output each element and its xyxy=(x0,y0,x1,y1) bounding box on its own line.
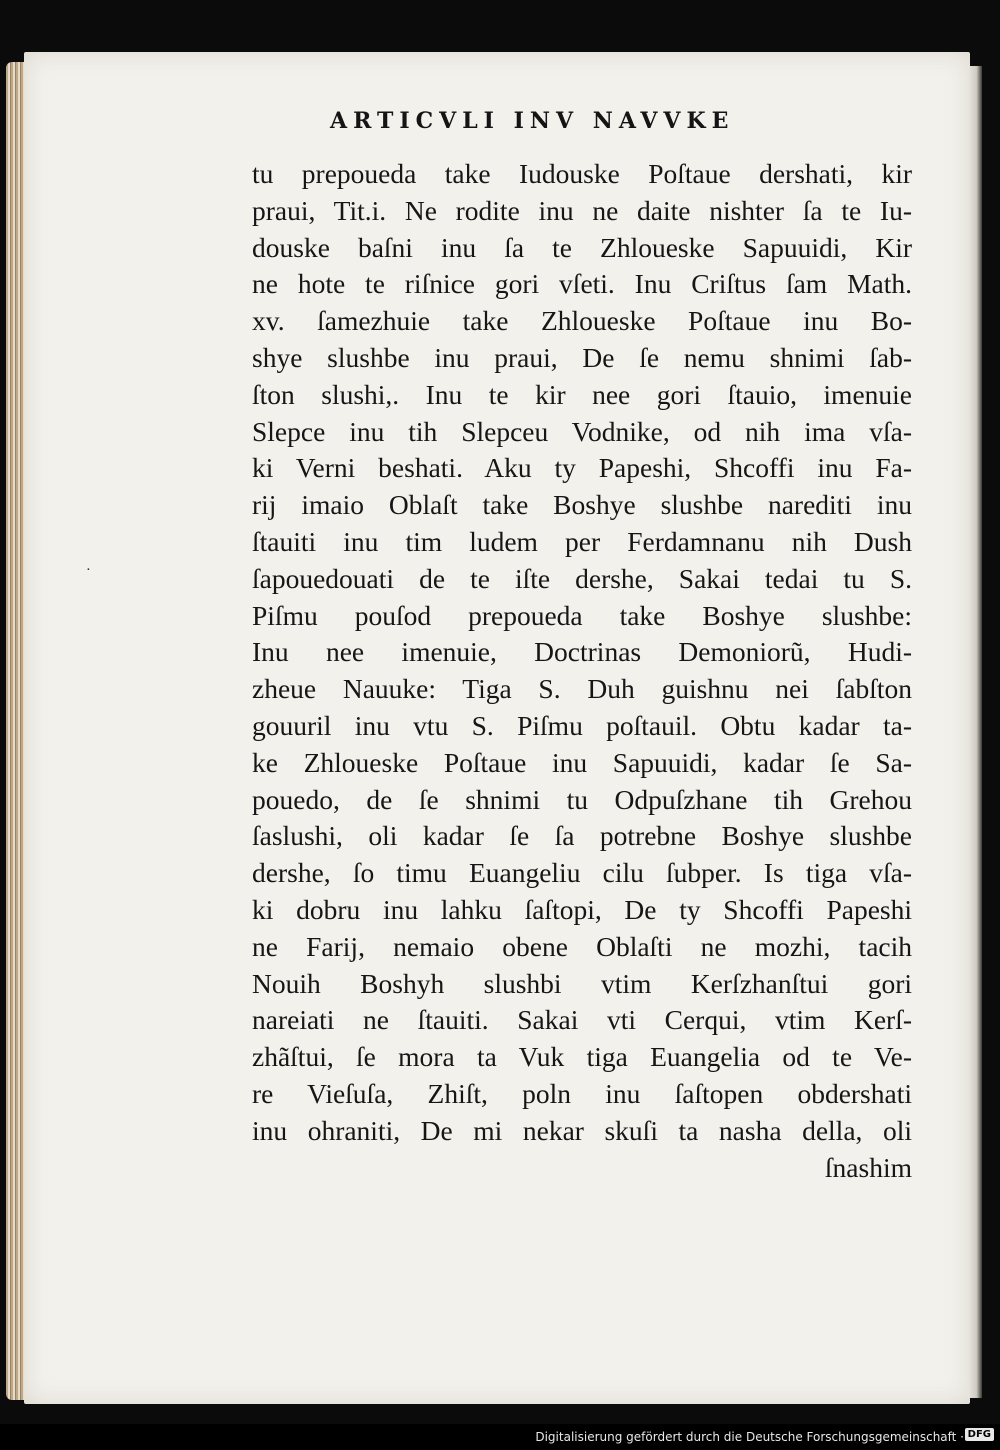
text-line: zheue Nauuke: Tiga S. Duh guishnu nei ſabſton xyxy=(252,673,912,705)
text-line: inu ohraniti, De mi nekar skuſi ta nasha della, oli xyxy=(252,1114,912,1146)
text-line: ſtauiti inu tim ludem per Ferdamnanu nih Dush xyxy=(252,525,912,557)
text-line: praui, Tit.i. Ne rodite inu ne daite nishter ſa te Iu- xyxy=(252,194,912,226)
text-line: Nouih Boshyh slushbi vtim Kerſzhanſtui gori xyxy=(252,967,912,999)
footer-credit: Digitalisierung gefördert durch die Deutsche Forschungsgemeinschaft · xyxy=(535,1430,964,1444)
text-line: Slepce inu tih Slepceu Vodnike, od nih ima vſa- xyxy=(252,415,912,447)
text-line: ne Farij, nemaio obene Oblaſti ne mozhi, tacih xyxy=(252,930,912,962)
text-line: dershe, ſo timu Euangeliu cilu ſubper. Is tiga vſa- xyxy=(252,857,912,889)
text-line: ſaslushi, oli kadar ſe ſa potrebne Boshye slushbe xyxy=(252,820,912,852)
text-line: rij imaio Oblaſt take Boshye slushbe narediti inu xyxy=(252,489,912,521)
text-line: ki dobru inu lahku ſaſtopi, De ty Shcoffi Papeshi xyxy=(252,893,912,925)
text-line: pouedo, de ſe shnimi tu Odpuſzhane tih Grehou xyxy=(252,783,912,815)
text-line: ſapouedouati de te iſte dershe, Sakai tedai tu S. xyxy=(252,562,912,594)
text-line: gouuril inu vtu S. Piſmu poſtauil. Obtu kadar ta- xyxy=(252,709,912,741)
running-head: ARTICVLI INV NAVVKE xyxy=(330,108,735,134)
page-gutter-shadow xyxy=(968,66,982,1398)
text-line: shye slushbe inu praui, De ſe nemu shnimi ſab- xyxy=(252,341,912,373)
dfg-logo-icon: DFG xyxy=(965,1428,994,1441)
text-line: zhãſtui, ſe mora ta Vuk tiga Euangelia od te Ve- xyxy=(252,1041,912,1073)
text-line: ſton slushi,. Inu te kir nee gori ſtauio, imenuie xyxy=(252,378,912,410)
text-line: re Vieſuſa, Zhiſt, poln inu ſaſtopen obdershati xyxy=(252,1077,912,1109)
text-line: ki Verni beshati. Aku ty Papeshi, Shcoffi inu Fa- xyxy=(252,452,912,484)
text-line: Inu nee imenuie, Doctrinas Demoniorũ, Hudi- xyxy=(252,636,912,668)
text-line: douske baſni inu ſa te Zhloueske Sapuuidi, Kir xyxy=(252,231,912,263)
text-line: nareiati ne ſtauiti. Sakai vti Cerqui, vtim Kerſ- xyxy=(252,1004,912,1036)
text-line: ne hote te riſnice gori vſeti. Inu Criſtus ſam Math. xyxy=(252,268,912,300)
text-line: tu prepoueda take Iudouske Poſtaue dershati, kir xyxy=(252,158,912,189)
text-line: xv. ſamezhuie take Zhloueske Poſtaue inu Bo- xyxy=(252,305,912,337)
text-line: ke Zhloueske Poſtaue inu Sapuuidi, kadar ſe Sa- xyxy=(252,746,912,778)
text-line: Piſmu pouſod prepoueda take Boshye slushbe: xyxy=(252,599,912,631)
catchword: ſnashim xyxy=(824,1151,912,1183)
margin-mark-icon: ⋅ xyxy=(86,562,91,578)
text-block xyxy=(252,156,912,1186)
